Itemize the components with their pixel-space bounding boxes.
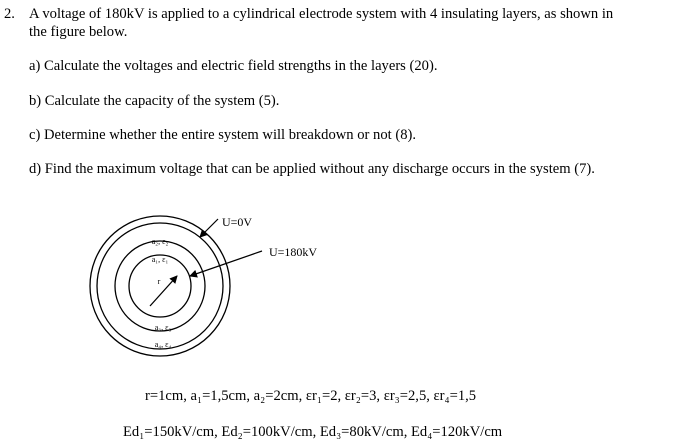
parameters-geometry: r=1cm, a₁=1,5cm, a₂=2cm, εr₁=2, εr₂=3, εr₃=2,5, εr₄=1,5 xyxy=(145,388,477,404)
inner-voltage-arrow xyxy=(190,251,262,276)
part-d: d) Find the maximum voltage that can be applied without any discharge occurs in the system (7). xyxy=(29,161,595,177)
inner-electrode-circle xyxy=(129,255,191,317)
parameters-breakdown: Ed₁=150kV/cm, Ed₂=100kV/cm, Ed₃=80kV/cm, Ed₄=120kV/cm xyxy=(123,424,503,440)
layer4-label: a₄, ε₄ xyxy=(154,340,172,349)
radius-label: r xyxy=(157,277,161,286)
outer-voltage-label: U=0V xyxy=(222,215,253,229)
problem-intro-line2: the figure below. xyxy=(29,24,128,40)
layer1-label: a₁, ε₁ xyxy=(151,255,169,264)
radius-arrow xyxy=(150,276,177,306)
inner-voltage-label: U=180kV xyxy=(269,245,318,259)
part-b: b) Calculate the capacity of the system (5). xyxy=(29,93,280,109)
problem-intro-line1: A voltage of 180kV is applied to a cylindrical electrode system with 4 insulating layers, as shown in xyxy=(29,6,614,22)
part-a: a) Calculate the voltages and electric field strengths in the layers (20). xyxy=(29,58,438,74)
layer2-label: a₂, ε₂ xyxy=(151,237,169,246)
outer-voltage-arrow xyxy=(200,219,218,237)
problem-number: 2. xyxy=(4,6,15,22)
part-c: c) Determine whether the entire system will breakdown or not (8). xyxy=(29,127,417,143)
layer3-label: a₃, ε₃ xyxy=(154,323,172,332)
